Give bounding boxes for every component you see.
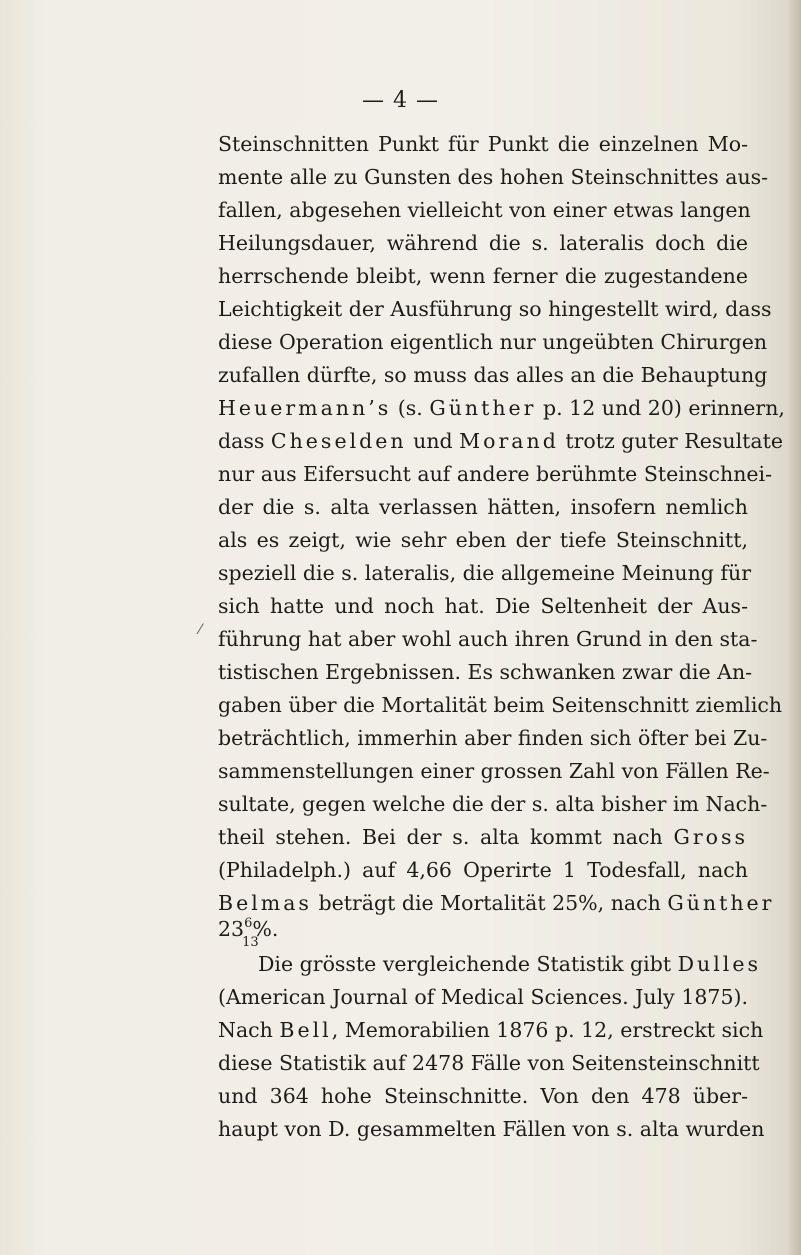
author-name: Günther: [667, 891, 775, 915]
author-name: Gross: [673, 825, 748, 849]
text-line: [218, 889, 775, 917]
text-fragment: theil stehen. Bei der s. alta kommt nach: [218, 825, 674, 849]
percent-unit: %.: [252, 917, 279, 941]
author-name: Günther: [429, 396, 537, 420]
text-fragment: Nach: [218, 1018, 280, 1042]
text-line: tistischen Ergebnissen. Es schwanken zwar die An-: [218, 660, 753, 684]
author-name: Heuermann’s: [218, 396, 392, 420]
author-name: Belmas: [218, 891, 312, 915]
text-line: beträchtlich, immerhin aber finden sich öfter bei Zu-: [218, 726, 768, 750]
text-line: als es zeigt, wie sehr eben der tiefe Steinschnitt,: [218, 528, 748, 552]
text-fragment: , Memorabilien 1876 p. 12, erstreckt sich: [331, 1018, 764, 1042]
text-line: (Philadelph.) auf 4,66 Operirte 1 Todesfall, nach: [218, 858, 748, 882]
author-name: Dulles: [677, 952, 762, 976]
fraction: [242, 916, 259, 950]
text-line: Heilungsdauer, während die s. lateralis doch die: [218, 231, 748, 255]
text-line: [218, 823, 748, 851]
text-line: herrschende bleibt, wenn ferner die zugestandene: [218, 264, 748, 288]
text-line: diese Operation eigentlich nur ungeübten Chirurgen: [218, 330, 768, 354]
mixed-number-whole: 23: [218, 917, 245, 941]
text-line: führung hat aber wohl auch ihren Grund in den sta-: [218, 627, 758, 651]
text-line: Steinschnitten Punkt für Punkt die einzelnen Mo-: [218, 132, 748, 156]
text-fragment: beträgt die Mortalität 25%, nach: [311, 891, 668, 915]
text-line: sammenstellungen einer grossen Zahl von Fällen Re-: [218, 759, 770, 783]
text-line: haupt von D. gesammelten Fällen von s. alta wurden: [218, 1117, 765, 1141]
text-fragment: trotz guter Resultate: [558, 429, 783, 453]
page-number: — 4 —: [362, 88, 439, 113]
text-line: Leichtigkeit der Ausführung so hingestellt wird, dass: [218, 297, 772, 321]
text-line: zufallen dürfte, so muss das alles an die Behauptung: [218, 363, 768, 387]
text-line: fallen, abgesehen vielleicht von einer etwas langen: [218, 198, 751, 222]
text-fragment: p. 12 und 20) erinnern,: [536, 396, 785, 420]
text-line: der die s. alta verlassen hätten, insofern nemlich: [218, 495, 748, 519]
text-line: (American Journal of Medical Sciences. July 1875).: [218, 985, 748, 1009]
text-line: sultate, gegen welche die der s. alta bisher im Nach-: [218, 792, 768, 816]
author-name: Bell: [279, 1018, 332, 1042]
text-line: [218, 394, 785, 422]
text-line: speziell die s. lateralis, die allgemeine Meinung für: [218, 561, 752, 585]
fraction-numerator: 6: [244, 916, 253, 931]
text-line: sich hatte und noch hat. Die Seltenheit der Aus-: [218, 594, 748, 618]
text-line: [258, 950, 762, 978]
mortality-value: [218, 915, 279, 950]
text-line: gaben über die Mortalität beim Seitenschnitt ziemlich: [218, 693, 783, 717]
author-name: Morand: [459, 429, 559, 453]
text-line: mente alle zu Gunsten des hohen Steinschnittes aus-: [218, 165, 769, 189]
margin-mark: ⁄: [199, 622, 202, 638]
text-line: diese Statistik auf 2478 Fälle von Seitensteinschnitt: [218, 1051, 760, 1075]
text-line: und 364 hohe Steinschnitte. Von den 478 über-: [218, 1084, 748, 1108]
text-line: [218, 427, 783, 455]
text-fragment: Die grösste vergleichende Statistik gibt: [258, 952, 678, 976]
text-fragment: und: [406, 429, 460, 453]
author-name: Cheselden: [270, 429, 407, 453]
text-line: nur aus Eifersucht auf andere berühmte Steinschnei-: [218, 462, 773, 486]
text-line: [218, 1016, 764, 1044]
text-fragment: (s.: [391, 396, 430, 420]
fraction-denominator: 13: [242, 935, 259, 950]
text-fragment: dass: [218, 429, 271, 453]
